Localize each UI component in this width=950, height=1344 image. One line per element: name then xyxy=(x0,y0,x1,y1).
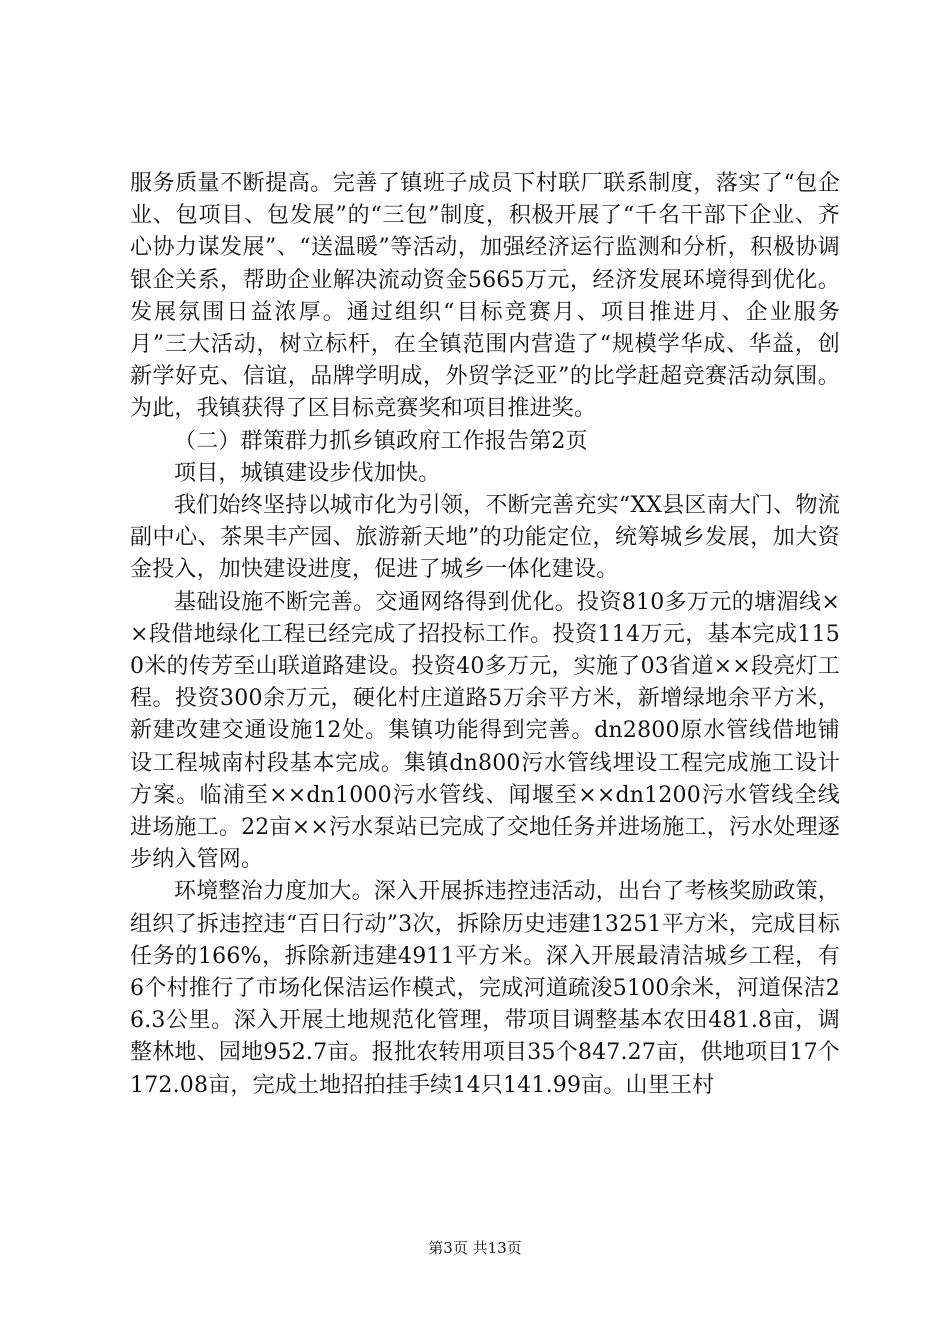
page-footer: 第3页 共13页 xyxy=(428,1239,522,1257)
paragraph-1: 服务质量不断提高。完善了镇班子成员下村联厂联系制度，落实了“包企业、包项目、包发展”的“三包”制度，积极开展了“千名干部下企业、齐心协力谋发展”、“送温暖”等活动，加强经济运行监测和分析，积极协调银企关系，帮助企业解决流动资金5665万元，经济发展环境得到优化。发展氛围日益浓厚。通过组织“目标竞赛月、项目推进月、企业服务月”三大活动，树立标杆，在全镇范围内营造了“规模学华成、华益，创新学好克、信谊，品牌学明成，外贸学泛亚”的比学赶超竞赛活动氛围。为此，我镇获得了区目标竞赛奖和项目推进奖。 xyxy=(130,171,840,422)
paragraph-5: 基础设施不断完善。交通网络得到优化。投资810多万元的塘湄线××段借地绿化工程已经完成了招投标工作。投资114万元，基本完成1150米的传芳至山联道路建设。投资40多万元，实施了03省道××段亮灯工程。投资300余万元，硬化村庄道路5万余平方米，新增绿地余平方米，新建改建交通设施12处。集镇功能得到完善。dn2800原水管线借地铺设工程城南村段基本完成。集镇dn800污水管线埋设工程完成施工设计方案。临浦至××dn1000污水管线、闻堰至××dn1200污水管线全线进场施工。22亩××污水泵站已完成了交地任务并进场施工，污水处理逐步纳入管网。 xyxy=(130,589,840,873)
paragraph-4: 我们始终坚持以城市化为引领，不断完善充实“XX县区南大门、物流副中心、茶果丰产园、旅游新天地”的功能定位，统筹城乡发展，加大资金投入，加快建设进度，促进了城乡一体化建设。 xyxy=(130,493,840,583)
paragraph-6: 环境整治力度加大。深入开展拆违控违活动，出台了考核奖励政策，组织了拆违控违“百日行动”3次，拆除历史违建13251平方米，完成目标任务的166%，拆除新违建4911平方米。深入开展最清洁城乡工程，有6个村推行了市场化保洁运作模式，完成河道疏浚5100余米，河道保洁26.3公里。深入开展土地规范化管理，带项目调整基本农田481.8亩，调整林地、园地952.7亩。报批农转用项目35个847.27亩，供地项目17个172.08亩，完成土地招拍挂手续14只141.99亩。山里王村 xyxy=(130,879,841,1098)
paragraph-2-section-heading: （二）群策群力抓乡镇政府工作报告第2页 xyxy=(174,428,588,454)
paragraph-3: 项目，城镇建设步伐加快。 xyxy=(174,460,441,486)
document-body xyxy=(130,168,840,1102)
